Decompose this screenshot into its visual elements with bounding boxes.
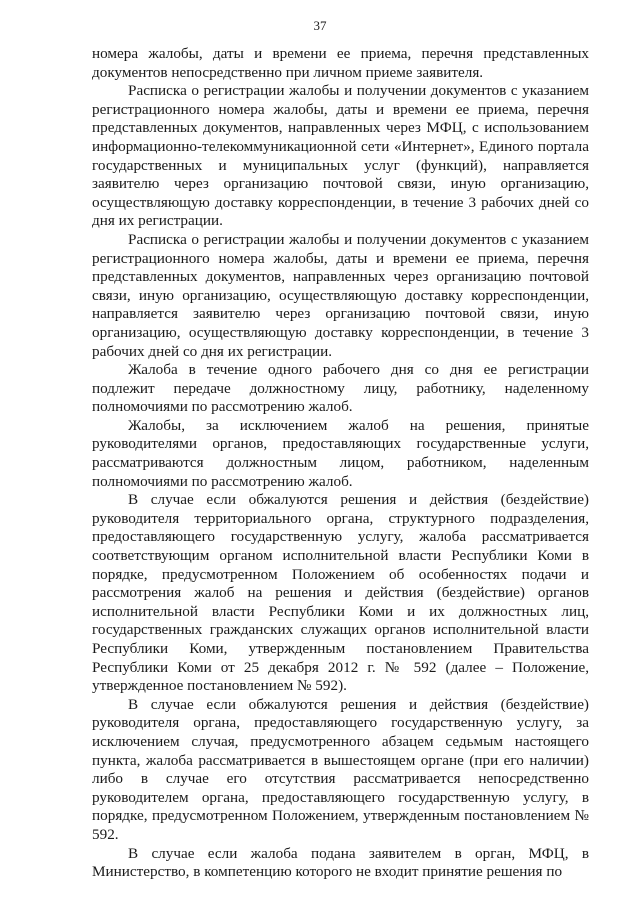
paragraph-head-of-body: В случае если обжалуются решения и действия (бездействие) руководителя органа, предоставляющего государственную услугу, за исключением случая, предусмотренного абзацем седьмым настоящего пункта, жалоба рассматривается в вышестоящем органе (при его наличии) либо в случае его отсутствия рассматривается непосредственно руководителем органа, предоставляющего государственную услугу, в порядке, предусмотренном Положением, утвержденным постановлением № 592. <box>92 695 589 843</box>
paragraph-receipt-mfc: Расписка о регистрации жалобы и получении документов с указанием регистрационного номера жалобы, даты и времени ее приема, перечня представленных документов, направленных через МФЦ, с использованием информационно-телекоммуникационной сети «Интернет», Единого портала государственных и муниципальных услуг (функций), направляется заявителю через организацию почтовой связи, иную организацию, осуществляющую доставку корреспонденции, в течение 3 рабочих дней со дня их регистрации. <box>92 82 589 230</box>
paragraph-continuation: номера жалобы, даты и времени ее приема, перечня представленных документов непосредственно при личном приеме заявителя. <box>92 45 589 81</box>
page-number: 37 <box>313 18 327 33</box>
paragraph-receipt-post: Расписка о регистрации жалобы и получении документов с указанием регистрационного номера жалобы, даты и времени ее приема, перечня представленных документов, направленных через организацию почтовой связи, иную организацию, осуществляющую доставку корреспонденции, направляется заявителю через организацию почтовой связи, иную организацию, осуществляющую доставку корреспонденции, в течение 3 рабочих дней со дня их регистрации. <box>92 230 589 360</box>
paragraph-territorial-body: В случае если обжалуются решения и действия (бездействие) руководителя территориального органа, структурного подразделения, предоставляющего государственную услугу, жалоба рассматривается соответствующим органом исполнительной власти Республики Коми в порядке, предусмотренном Положением об особенностях подачи и рассмотрения жалоб на решения и действия (бездействие) органов исполнительной власти Республики Коми и их должностных лиц, государственных гражданских служащих органов исполнительной власти Республики Коми, утвержденным постановлением Правительства Республики Коми от 25 декабря 2012 г. № 592 (далее – Положение, утвержденное постановлением № 592). <box>92 491 589 695</box>
paragraph-review: Жалобы, за исключением жалоб на решения, принятые руководителями органов, предоставляющих государственные услуги, рассматриваются должностным лицом, работником, наделенным полномочиями по рассмотрению жалоб. <box>92 416 589 490</box>
paragraph-transfer: Жалоба в течение одного рабочего дня со дня ее регистрации подлежит передаче должностному лицу, работнику, наделенному полномочиями по рассмотрению жалоб. <box>92 361 589 416</box>
document-body <box>92 45 589 882</box>
paragraph-wrong-body: В случае если жалоба подана заявителем в орган, МФЦ, в Министерство, в компетенцию которого не входит принятие решения по <box>92 844 589 881</box>
